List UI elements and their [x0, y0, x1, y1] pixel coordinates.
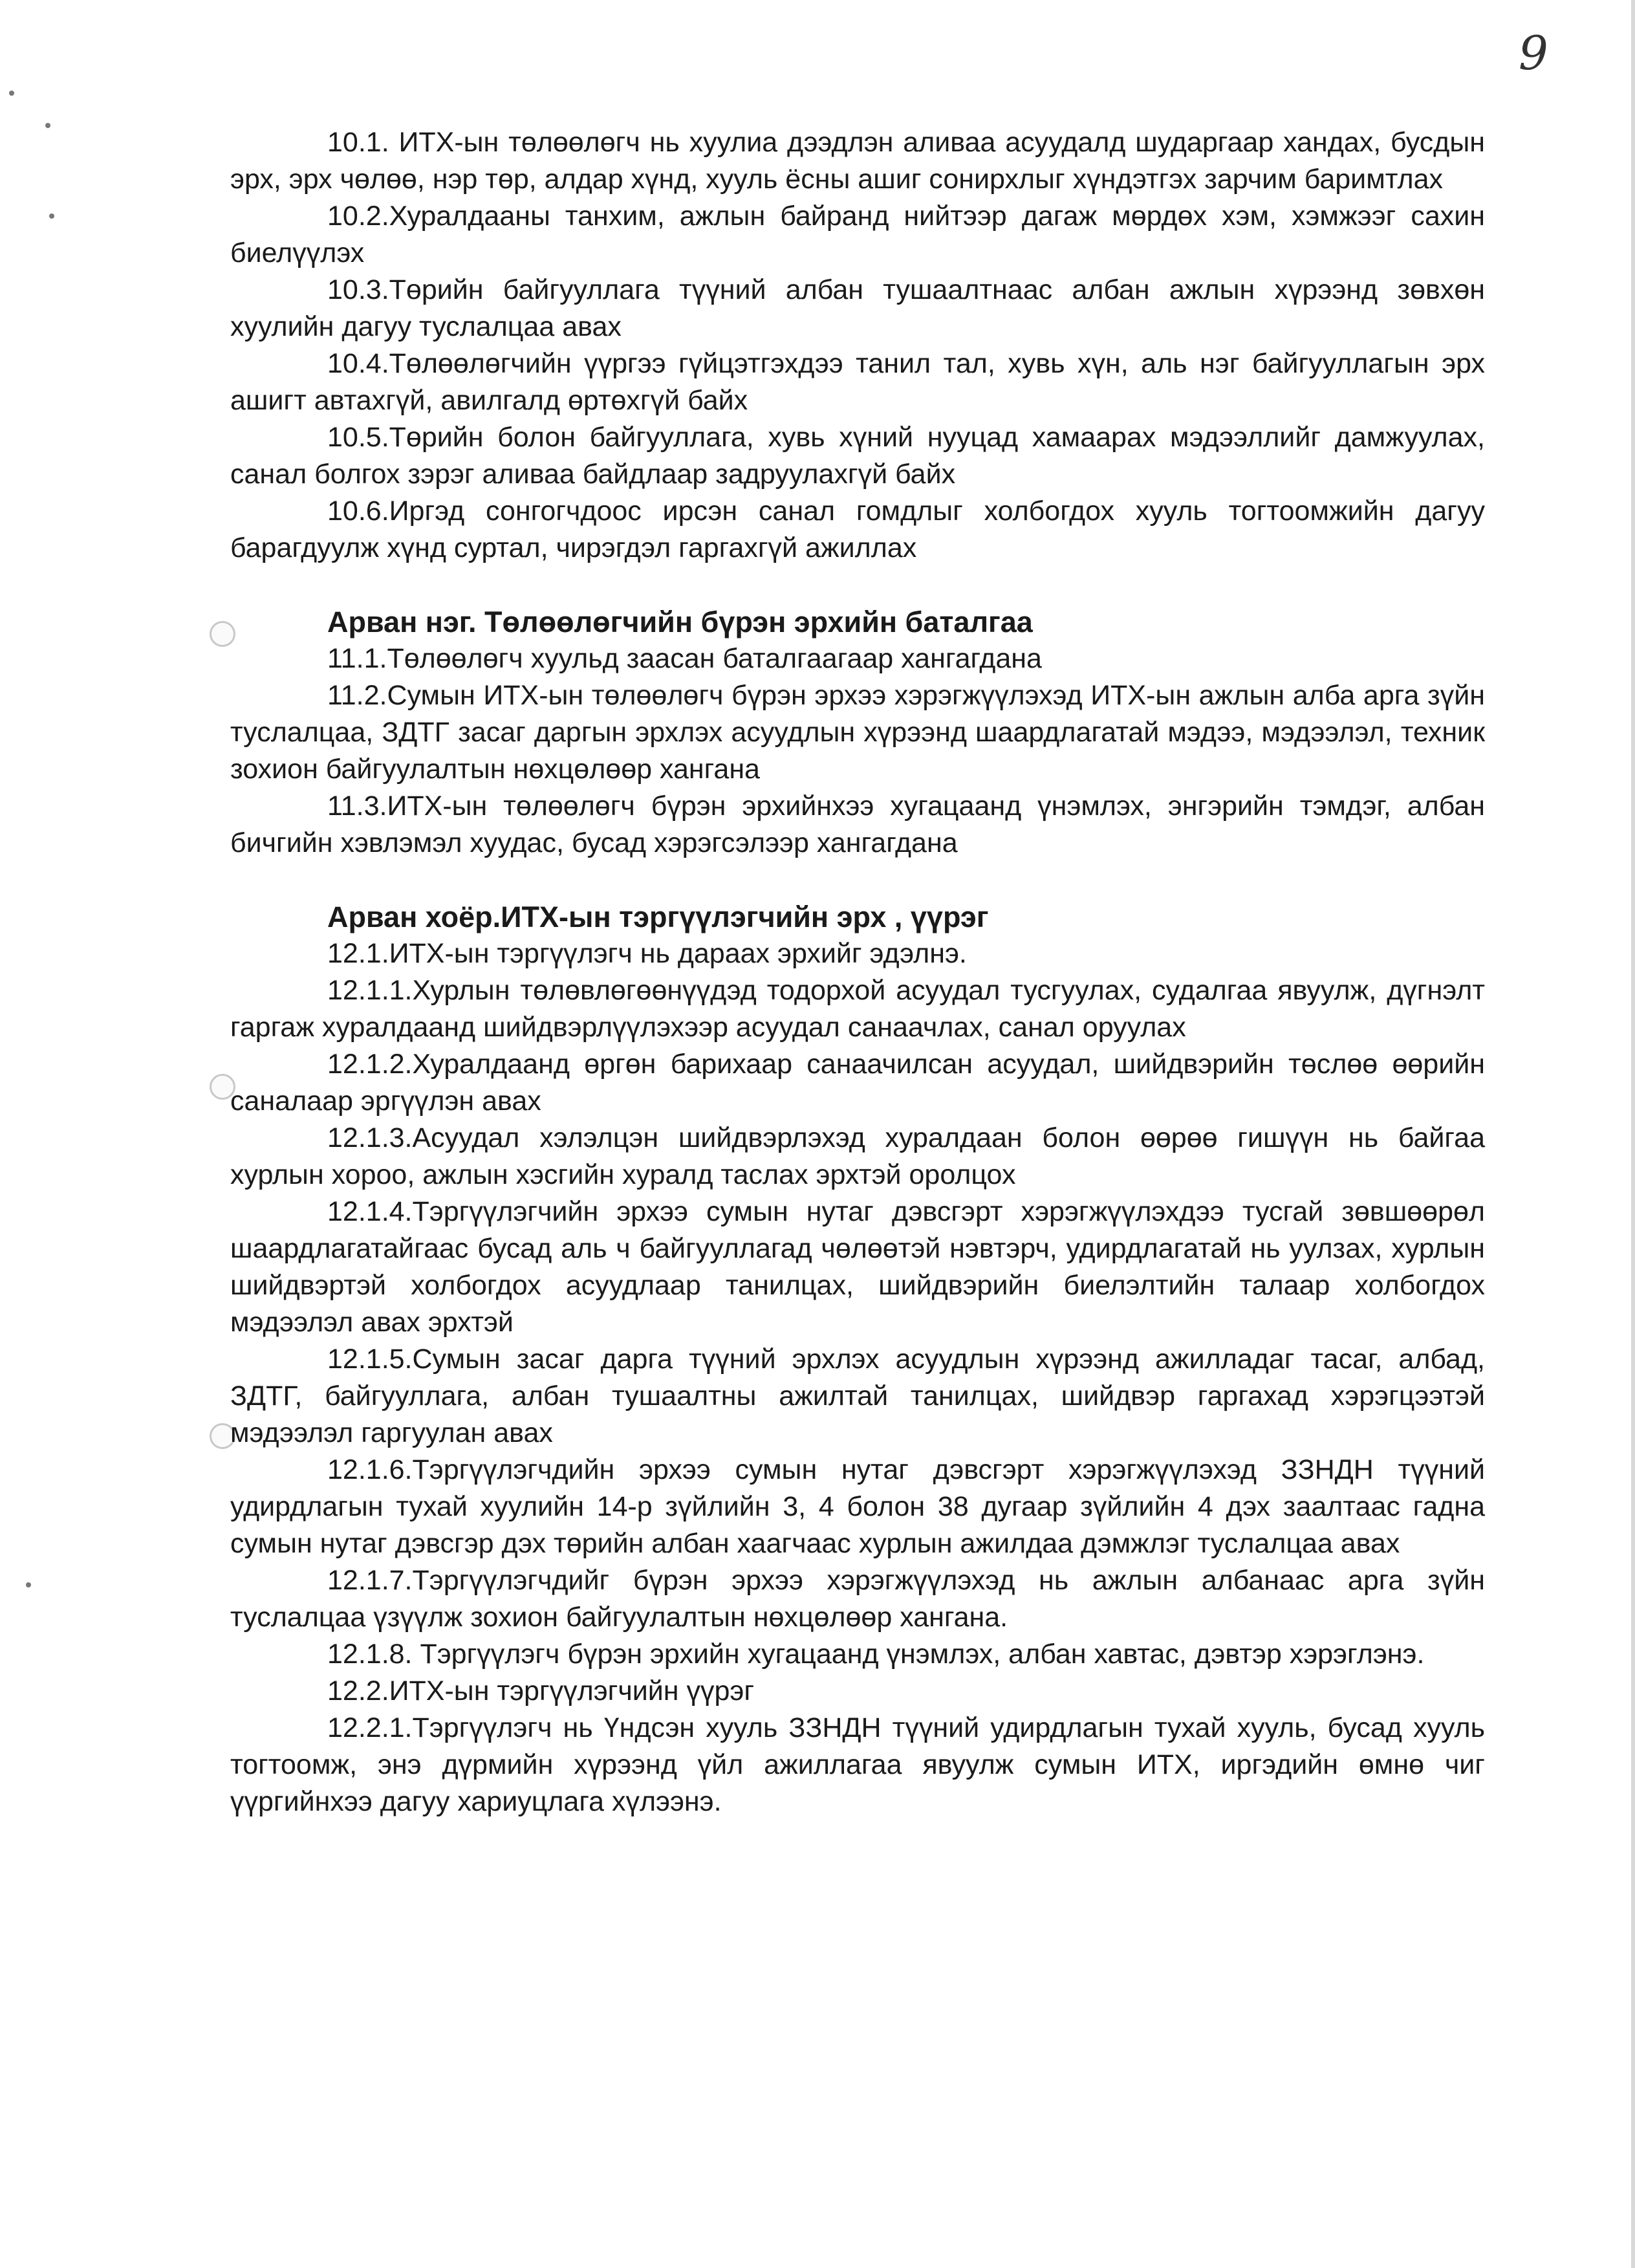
scan-speck	[45, 123, 50, 128]
section-12	[230, 899, 1485, 1820]
paragraph: 10.2.Хуралдааны танхим, ажлын байранд нийтээр дагаж мөрдөх хэм, хэмжээг сахин биелүүлэх	[230, 201, 1485, 268]
page-number: 9	[1519, 26, 1548, 80]
section-10	[230, 124, 1485, 567]
paragraph: 12.1.4.Тэргүүлэгчийн эрхээ сумын нутаг дэвсгэрт хэрэгжүүлэхдээ тусгай зөвшөөрөл шаардлагатайгаас бусад аль ч байгууллагад чөлөөтэй нэвтэрч, удирдлагатай нь уулзах, хурлын шийдвэртэй холбогдох асуудлаар танилцах, шийдвэрийн биелэлтийн талаар холбогдох мэдээлэл авах эрхтэй	[230, 1196, 1485, 1338]
paragraph: 12.1.8. Тэргүүлэгч бүрэн эрхийн хугацаанд үнэмлэх, албан хавтас, дэвтэр хэрэглэнэ.	[327, 1639, 1425, 1670]
paragraph: 12.1.7.Тэргүүлэгчдийг бүрэн эрхээ хэрэгжүүлэхэд нь ажлын албанаас арга зүйн туслалцаа үзүүлж зохион байгуулалтын нөхцөлөөр хангана.	[230, 1565, 1485, 1633]
document-body	[230, 124, 1485, 1820]
paragraph: 12.2.1.Тэргүүлэгч нь Үндсэн хууль ЗЗНДН түүний удирдлагын тухай хууль, бусад хууль тогтоомж, энэ дүрмийн хүрээнд үйл ажиллагаа явуулж сумын ИТХ, иргэдийн өмнө чиг үүргийнхээ дагуу хариуцлага хүлээнэ.	[230, 1712, 1485, 1817]
section-heading: Арван нэг. Төлөөлөгчийн бүрэн эрхийн баталгаа	[327, 605, 1033, 638]
paragraph: 12.1.ИТХ-ын тэргүүлэгч нь дараах эрхийг эдэлнэ.	[327, 938, 967, 969]
scan-speck	[49, 213, 54, 219]
paragraph: 11.1.Төлөөлөгч хуульд заасан баталгаагаар хангагдана	[327, 643, 1042, 674]
paragraph: 12.2.ИТХ-ын тэргүүлэгчийн үүрэг	[327, 1675, 755, 1706]
scan-speck	[26, 1582, 31, 1587]
paragraph: 10.3.Төрийн байгууллага түүний албан тушаалтнаас албан ажлын хүрээнд зөвхөн хуулийн дагуу туслалцаа авах	[230, 274, 1485, 342]
section-heading: Арван хоёр.ИТХ-ын тэргүүлэгчийн эрх , үүрэг	[327, 900, 989, 933]
paragraph: 12.1.5.Сумын засаг дарга түүний эрхлэх асуудлын хүрээнд ажилладаг тасаг, албад, ЗДТГ, байгууллага, албан тушаалтны ажилтай танилцах, шийдвэр гаргахад хэрэгцээтэй мэдээлэл гаргуулан авах	[230, 1344, 1485, 1448]
section-spacer	[230, 862, 1485, 899]
paragraph: 12.1.1.Хурлын төлөвлөгөөнүүдэд тодорхой асуудал тусгуулах, судалгаа явуулж, дүгнэлт гаргаж хуралдаанд шийдвэрлүүлэхээр асуудал санаачлах, санал оруулах	[230, 975, 1485, 1043]
paragraph: 12.1.6.Тэргүүлэгчдийн эрхээ сумын нутаг дэвсгэрт хэрэгжүүлэхэд ЗЗНДН түүний удирдлагын тухай хуулийн 14-р зүйлийн 3, 4 болон 38 дугаар зүйлийн 4 дэх заалтаас гадна сумын нутаг дэвсгэр дэх төрийн албан хаагчаас хурлын ажилдаа дэмжлэг туслалцаа авах	[230, 1454, 1485, 1559]
page-edge	[1631, 0, 1635, 2268]
paragraph: 10.5.Төрийн болон байгууллага, хувь хүний нууцад хамаарах мэдээллийг дамжуулах, санал болгох зэрэг аливаа байдлаар задруулахгүй байх	[230, 422, 1485, 490]
paragraph: 12.1.3.Асуудал хэлэлцэн шийдвэрлэхэд хуралдаан болон өөрөө гишүүн нь байгаа хурлын хороо, ажлын хэсгийн хуралд таслах эрхтэй оролцох	[230, 1122, 1485, 1190]
paragraph: 11.3.ИТХ-ын төлөөлөгч бүрэн эрхийнхээ хугацаанд үнэмлэх, энгэрийн тэмдэг, албан бичгийн хэвлэмэл хуудас, бусад хэрэгсэлээр хангагдана	[230, 791, 1485, 858]
section-11	[230, 604, 1485, 862]
scan-speck	[9, 91, 14, 96]
paragraph: 10.1. ИТХ-ын төлөөлөгч нь хуулиа дээдлэн аливаа асуудалд шударгаар хандах, бусдын эрх, эрх чөлөө, нэр төр, алдар хүнд, хууль ёсны ашиг сонирхлыг хүндэтгэх зарчим баримтлах	[230, 127, 1485, 195]
paragraph: 10.4.Төлөөлөгчийн үүргээ гүйцэтгэхдээ танил тал, хувь хүн, аль нэг байгууллагын эрх ашигт автахгүй, авилгалд өртөхгүй байх	[230, 348, 1485, 416]
paragraph: 11.2.Сумын ИТХ-ын төлөөлөгч бүрэн эрхээ хэрэгжүүлэхэд ИТХ-ын ажлын алба арга зүйн туслалцаа, ЗДТГ засаг даргын эрхлэх асуудлын хүрээнд шаардлагатай мэдээ, мэдээлэл, техник зохион байгуулалтын нөхцөлөөр хангана	[230, 680, 1485, 785]
paragraph: 12.1.2.Хуралдаанд өргөн барихаар санаачилсан асуудал, шийдвэрийн төслөө өөрийн саналаар эргүүлэн авах	[230, 1049, 1485, 1117]
section-spacer	[230, 567, 1485, 604]
paragraph: 10.6.Иргэд сонгогчдоос ирсэн санал гомдлыг холбогдох хууль тогтоомжийн дагуу барагдуулж хүнд суртал, чирэгдэл гаргахгүй ажиллах	[230, 496, 1485, 563]
